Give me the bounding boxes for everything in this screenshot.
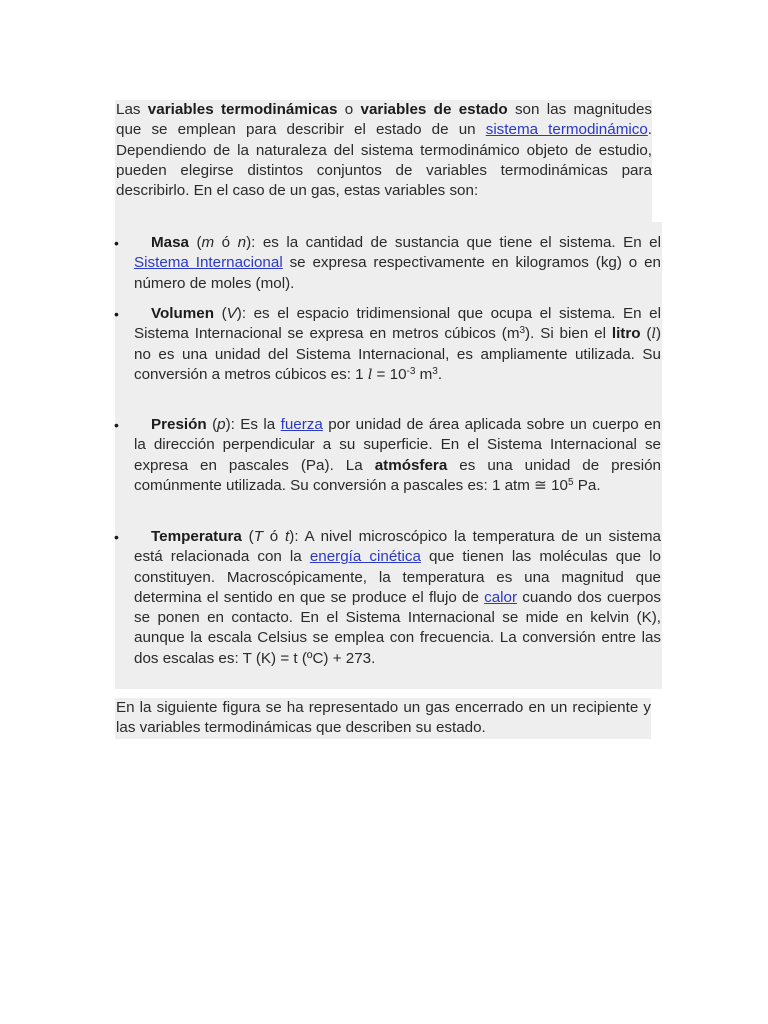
symbol: m <box>201 234 215 251</box>
item-text: por unidad de área aplicada sobre un cuerpo en la dirección perpendicular a su superficie. En el Sistema Internacional se expresa en pascales (Pa). La <box>134 416 661 474</box>
item-title: Temperatura <box>151 528 242 545</box>
symbol: l <box>651 326 656 343</box>
item-text: ( <box>640 325 652 343</box>
item-text: ó <box>263 528 286 545</box>
term-atmosfera: atmósfera <box>374 456 448 474</box>
item-text: ) no es una unidad del Sistema Internacional, es ampliamente utilizada. Su conversión a metros cúbicos es: 1 <box>134 325 662 383</box>
symbol: T <box>253 528 264 545</box>
item-title: Masa <box>151 234 189 251</box>
superscript: 3 <box>519 325 526 337</box>
symbol: n <box>237 234 247 251</box>
item-title: Presión <box>151 416 207 433</box>
intro-text: o <box>337 101 361 118</box>
bullet-icon: • <box>114 529 119 545</box>
bullet-icon: • <box>114 235 119 251</box>
item-text: ): A nivel microscópico la temperatura de un sistema está relacionada con la <box>134 528 661 566</box>
item-text: que tienen las moléculas que lo constituyen. Macroscópicamente, la temperatura es una magnitud que determina el sentido en que se produce el flujo de <box>134 548 661 606</box>
superscript: 5 <box>568 476 574 488</box>
item-text: se expresa respectivamente en kilogramos (kg) o en número de moles (mol). <box>134 254 662 292</box>
symbol: t <box>285 528 290 545</box>
symbol: V <box>226 305 237 322</box>
term-litro: litro <box>611 325 641 343</box>
link-sistema-termodinamico[interactable]: sistema termodinámico <box>485 121 648 139</box>
link-fuerza[interactable]: fuerza <box>280 416 323 433</box>
item-text: = 10 <box>372 365 407 383</box>
symbol: l <box>367 366 373 383</box>
intro-text: son las magnitudes que se emplean para describir el estado de un <box>116 101 652 139</box>
bullet-icon: • <box>114 417 119 433</box>
item-text: Pa. <box>573 476 601 494</box>
item-text: cuando dos cuerpos se ponen en contacto. En el Sistema Internacional se mide en kelvin (K), aunque la escala Celsius se emplea con frecuencia. La conversión entre las dos escalas es: T (K) = t (ºC) + 273. <box>134 588 661 667</box>
link-calor[interactable]: calor <box>484 588 518 606</box>
item-text: ( <box>214 305 227 322</box>
item-text: ó <box>214 234 238 251</box>
intro-text: . Dependiendo de la naturaleza del sistema termodinámico objeto de estudio, pueden elegirse distintos conjuntos de variables termodinámicas para describirlo. En el caso de un gas, estas variables son: <box>116 121 652 200</box>
item-text: ): Es la <box>225 416 281 433</box>
item-text: ( <box>241 528 254 545</box>
list-item-masa <box>114 233 662 294</box>
superscript: -3 <box>406 365 416 377</box>
item-text: ): es la cantidad de sustancia que tiene el sistema. En el <box>246 234 661 251</box>
term-variables-termodinamicas: variables termodinámicas <box>147 101 338 118</box>
item-text: ): es el espacio tridimensional que ocupa el sistema. En el Sistema Internacional se expresa en metros cúbicos (m <box>134 305 661 343</box>
link-energia-cinetica[interactable]: energía cinética <box>309 548 421 566</box>
list-item-presion <box>114 415 661 496</box>
superscript: 3 <box>432 365 438 377</box>
item-text: ( <box>206 416 218 433</box>
item-text: ( <box>189 234 202 251</box>
item-text: es una unidad de presión comúnmente utilizada. Su conversión a pascales es: 1 atm ≅ 10 <box>134 456 661 494</box>
item-text: . <box>437 365 443 383</box>
bullet-icon: • <box>114 306 119 322</box>
outro-paragraph: En la siguiente figura se ha representado un gas encerrado en un recipiente y las variables termodinámicas que describen su estado. <box>115 698 651 739</box>
item-text: ). Si bien el <box>525 325 612 343</box>
item-text: m <box>415 365 433 383</box>
link-sistema-internacional[interactable]: Sistema Internacional <box>134 254 283 272</box>
term-variables-de-estado: variables de estado <box>360 101 508 118</box>
item-title: Volumen <box>151 305 215 322</box>
symbol: p <box>217 416 226 433</box>
list-item-temperatura <box>114 527 661 669</box>
intro-text: Las <box>116 101 148 118</box>
intro-paragraph <box>115 100 652 222</box>
list-item-volumen <box>114 304 662 385</box>
